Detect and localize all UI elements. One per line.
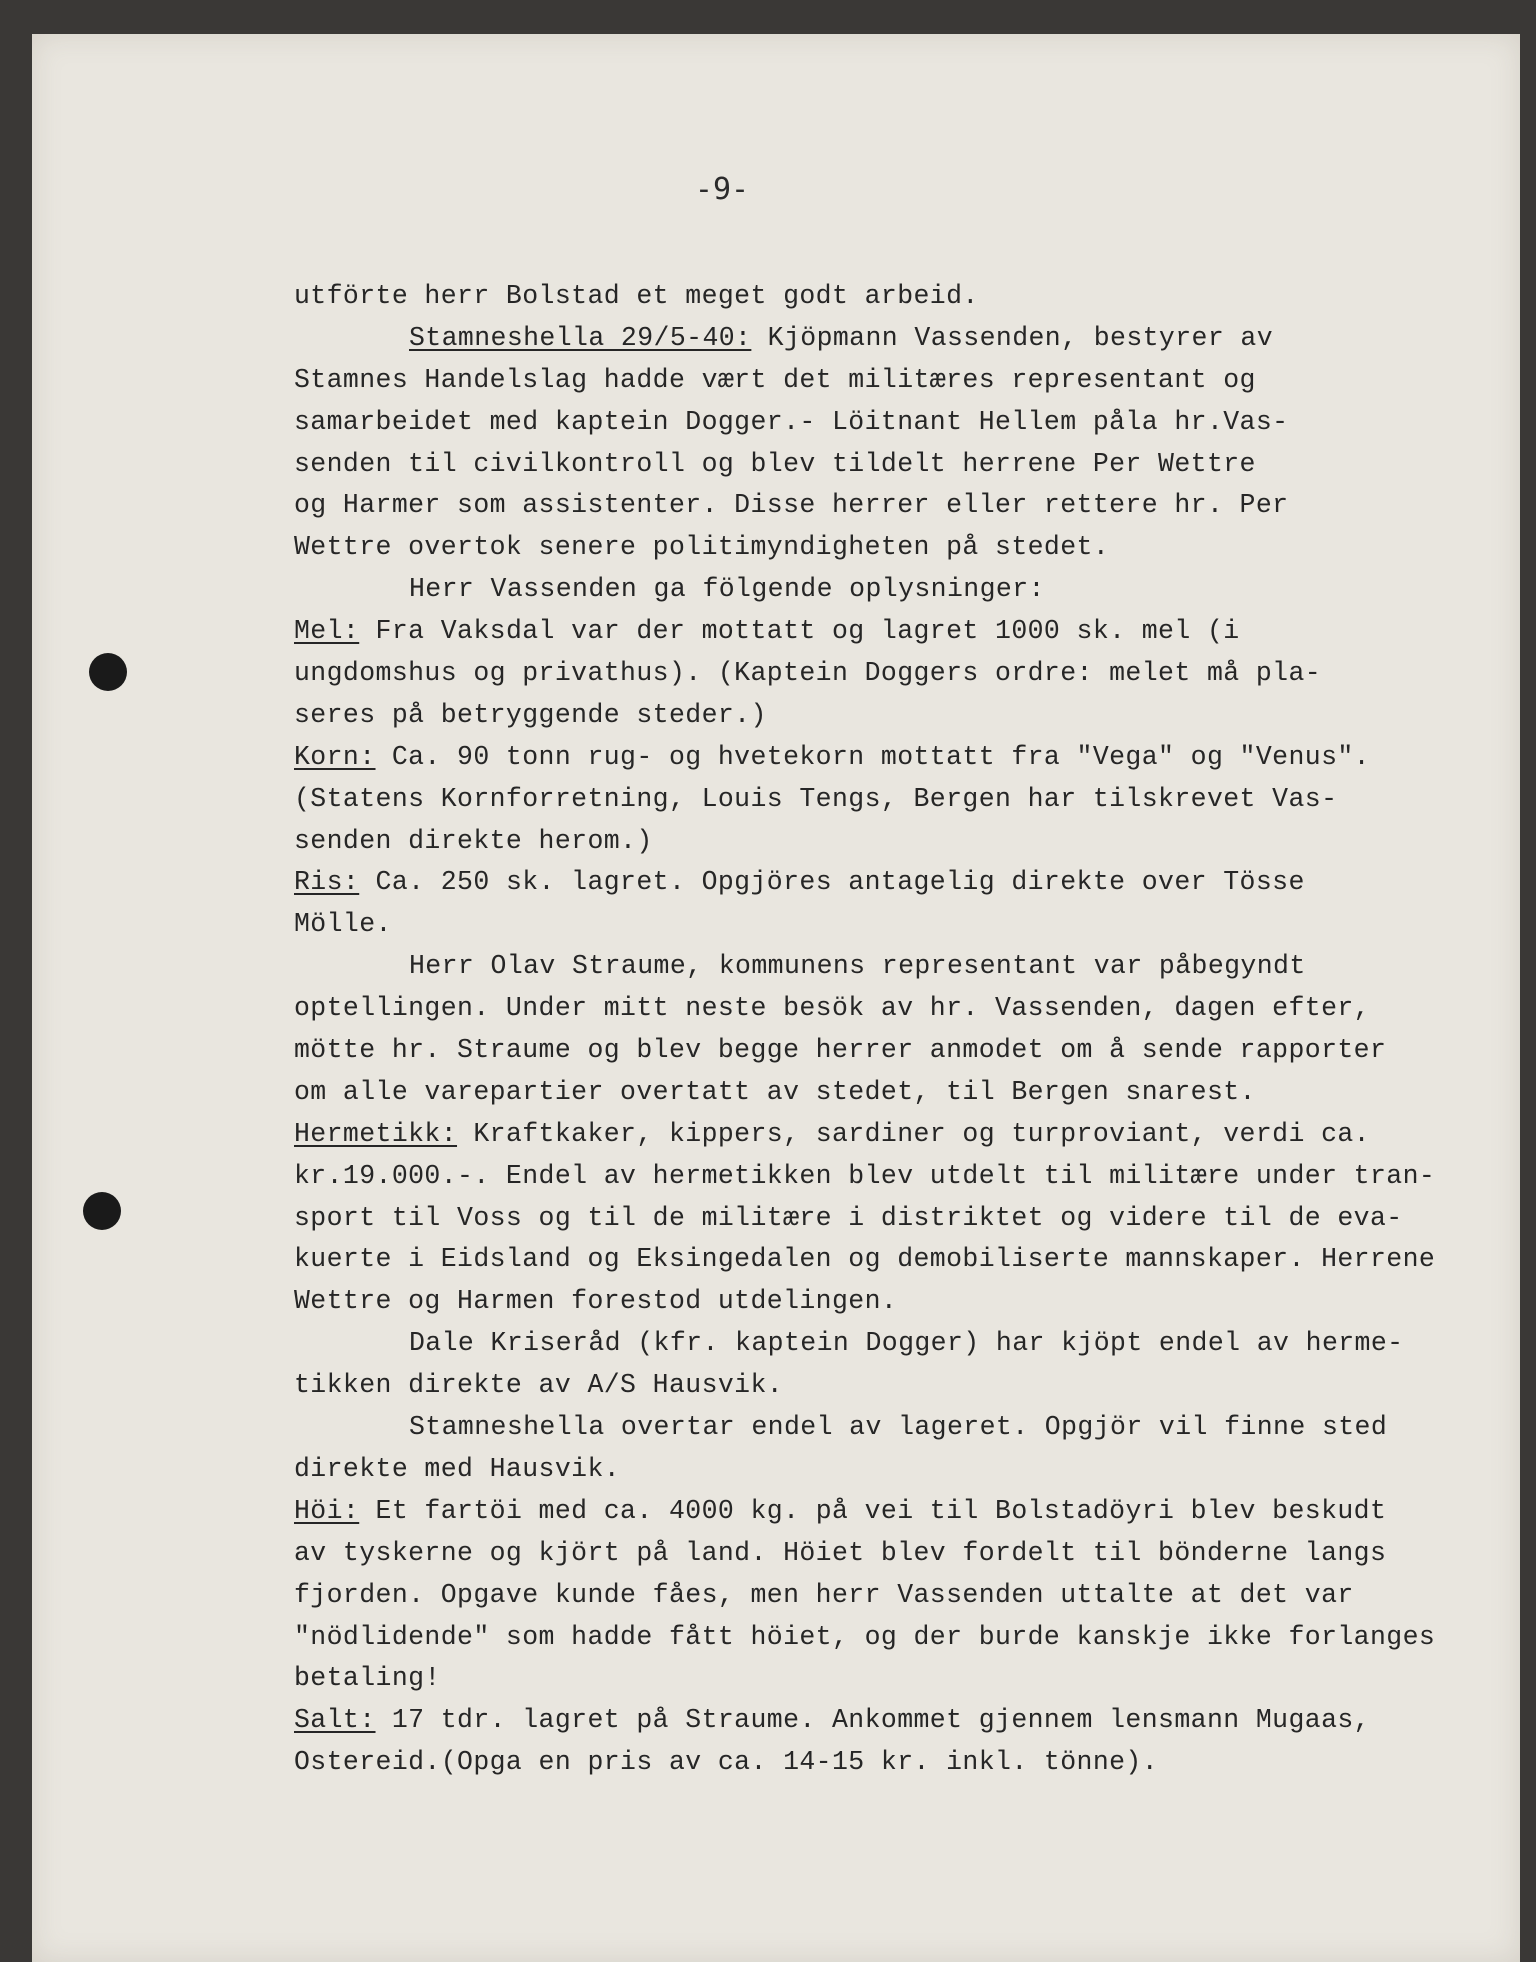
text-line <box>294 946 1474 988</box>
text-line <box>294 318 1474 360</box>
line-text: Fra Vaksdal var der mottatt og lagret 1000 sk. mel (i <box>359 616 1240 647</box>
line-text: av tyskerne og kjört på land. Höiet blev fordelt til bönderne langs <box>294 1537 1387 1568</box>
line-text: Ca. 250 sk. lagret. Opgjöres antagelig direkte over Tösse <box>359 867 1305 898</box>
line-text: kr.19.000.-. Endel av hermetikken blev utdelt til militære under tran- <box>294 1160 1436 1191</box>
line-text: 17 tdr. lagret på Straume. Ankommet gjennem lensmann Mugaas, <box>375 1705 1370 1736</box>
section-label: Höi: <box>294 1495 360 1526</box>
text-line <box>294 1575 1474 1617</box>
line-text: Wettre og Harmen forestod utdelingen. <box>294 1286 898 1317</box>
section-label: Mel: <box>294 616 360 647</box>
text-line <box>294 1491 1474 1533</box>
text-line <box>294 1281 1474 1323</box>
section-label: Hermetikk: <box>294 1118 458 1149</box>
line-text: om alle varepartier overtatt av stedet, til Bergen snarest. <box>294 1076 1256 1107</box>
document-body <box>294 276 1474 1784</box>
text-line <box>294 695 1474 737</box>
line-text: "nödlidende" som hadde fått höiet, og der burde kanskje ikke forlanges <box>294 1621 1436 1652</box>
line-text: seres på betryggende steder.) <box>294 699 767 730</box>
line-text: Stamneshella overtar endel av lageret. Opgjör vil finne sted <box>409 1412 1388 1443</box>
line-text: Mölle. <box>294 909 392 940</box>
text-line <box>294 1114 1474 1156</box>
text-line <box>294 1449 1474 1491</box>
text-line <box>294 402 1474 444</box>
line-text: samarbeidet med kaptein Dogger.- Löitnant Hellem påla hr.Vas- <box>294 406 1289 437</box>
punch-hole-top <box>89 653 127 691</box>
line-text: Ostereid.(Opga en pris av ca. 14-15 kr. inkl. tönne). <box>294 1747 1159 1778</box>
text-line <box>294 569 1474 611</box>
line-text: mötte hr. Straume og blev begge herrer anmodet om å sende rapporter <box>294 1035 1387 1066</box>
text-line <box>294 485 1474 527</box>
line-text: senden direkte herom.) <box>294 825 653 856</box>
line-text: senden til civilkontroll og blev tildelt herrene Per Wettre <box>294 448 1256 479</box>
text-line <box>294 653 1474 695</box>
line-text: (Statens Kornforretning, Louis Tengs, Bergen har tilskrevet Vas- <box>294 783 1338 814</box>
text-line <box>294 988 1474 1030</box>
page-number: -9- <box>694 172 750 207</box>
line-text: Stamnes Handelslag hadde vært det militæres representant og <box>294 364 1256 395</box>
line-text: Herr Olav Straume, kommunens representant var påbegyndt <box>409 951 1306 982</box>
line-text: fjorden. Opgave kunde fåes, men herr Vassenden uttalte at det var <box>294 1579 1354 1610</box>
line-text: Dale Kriseråd (kfr. kaptein Dogger) har kjöpt endel av herme- <box>409 1328 1404 1359</box>
line-text: sport til Voss og til de militære i distriktet og videre til de eva- <box>294 1202 1403 1233</box>
text-line <box>294 1700 1474 1742</box>
line-text: direkte med Hausvik. <box>294 1453 621 1484</box>
text-line <box>294 276 1474 318</box>
line-text: og Harmer som assistenter. Disse herrer eller rettere hr. Per <box>294 490 1289 521</box>
text-line <box>294 1365 1474 1407</box>
line-text: optellingen. Under mitt neste besök av hr. Vassenden, dagen efter, <box>294 993 1370 1024</box>
text-line <box>294 444 1474 486</box>
text-line <box>294 1533 1474 1575</box>
text-line <box>294 821 1474 863</box>
text-line <box>294 1239 1474 1281</box>
line-text: ungdomshus og privathus). (Kaptein Doggers ordre: melet må pla- <box>294 658 1322 689</box>
text-line <box>294 1156 1474 1198</box>
line-text: Herr Vassenden ga fölgende oplysninger: <box>409 574 1045 605</box>
text-line <box>294 737 1474 779</box>
line-text: Et fartöi med ca. 4000 kg. på vei til Bolstadöyri blev beskudt <box>359 1495 1387 1526</box>
line-text: betaling! <box>294 1663 441 1694</box>
text-line <box>294 360 1474 402</box>
text-line <box>294 1658 1474 1700</box>
section-label: Ris: <box>294 867 360 898</box>
line-text: utförte herr Bolstad et meget godt arbeid. <box>294 281 979 311</box>
line-text: Wettre overtok senere politimyndigheten på stedet. <box>294 532 1110 563</box>
text-line <box>294 1617 1474 1659</box>
text-line <box>294 1198 1474 1240</box>
text-line <box>294 1742 1474 1784</box>
line-text: Kjöpmann Vassenden, bestyrer av <box>751 322 1274 353</box>
punch-hole-bottom <box>83 1192 121 1230</box>
text-line <box>294 1407 1474 1449</box>
section-label: Korn: <box>294 741 376 772</box>
section-label: Stamneshella 29/5-40: <box>409 322 752 353</box>
text-line <box>294 611 1474 653</box>
text-line <box>294 1323 1474 1365</box>
text-line <box>294 1072 1474 1114</box>
line-text: Ca. 90 tonn rug- og hvetekorn mottatt fra "Vega" og "Venus". <box>375 741 1370 772</box>
line-text: kuerte i Eidsland og Eksingedalen og demobiliserte mannskaper. Herrene <box>294 1244 1436 1275</box>
text-line <box>294 862 1474 904</box>
text-line <box>294 1030 1474 1072</box>
line-text: Kraftkaker, kippers, sardiner og turproviant, verdi ca. <box>457 1118 1370 1149</box>
text-line <box>294 904 1474 946</box>
text-line <box>294 527 1474 569</box>
line-text: tikken direkte av A/S Hausvik. <box>294 1370 784 1401</box>
section-label: Salt: <box>294 1705 376 1736</box>
text-line <box>294 779 1474 821</box>
